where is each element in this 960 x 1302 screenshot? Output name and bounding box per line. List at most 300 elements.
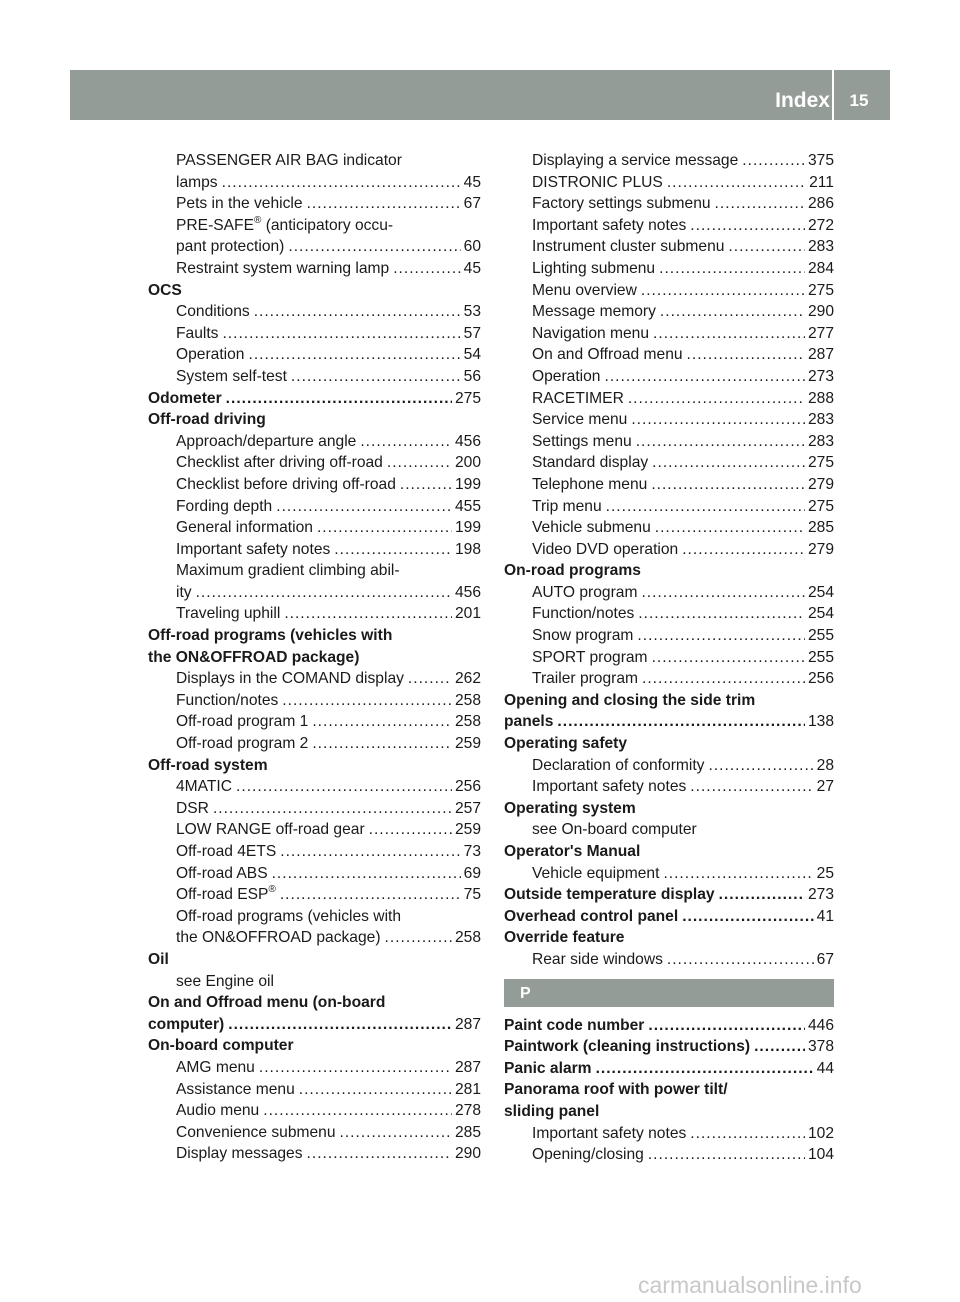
entry-text: Important safety notes	[176, 540, 331, 558]
dot-leader	[636, 431, 805, 453]
index-subentry	[148, 172, 481, 194]
page-reference[interactable]: 273	[807, 886, 834, 904]
page-reference[interactable]: 255	[807, 648, 834, 666]
entry-text: Checklist before driving off-road	[176, 475, 396, 493]
dot-leader	[754, 1036, 805, 1058]
dot-leader	[196, 582, 452, 604]
dot-leader	[369, 819, 452, 841]
dot-leader	[638, 603, 805, 625]
dot-leader	[682, 539, 805, 561]
page-reference[interactable]: 27	[816, 778, 834, 796]
page-reference[interactable]: 378	[807, 1038, 834, 1056]
index-subentry	[504, 193, 834, 215]
page-reference[interactable]: 259	[454, 821, 481, 839]
index-subentry	[148, 1079, 481, 1101]
index-subentry	[504, 863, 834, 885]
page-reference[interactable]: 60	[463, 238, 481, 256]
page-reference[interactable]: 285	[807, 519, 834, 537]
entry-text: see On-board computer	[532, 821, 697, 839]
page-reference[interactable]: 56	[463, 367, 481, 385]
page-reference[interactable]: 272	[807, 216, 834, 234]
page-reference[interactable]: 211	[809, 173, 834, 191]
page-reference[interactable]: 28	[816, 756, 834, 774]
index-subentry	[148, 906, 481, 928]
dot-leader	[682, 906, 813, 928]
entry-text: Navigation menu	[532, 324, 650, 342]
entry-text: Important safety notes	[532, 1124, 687, 1142]
index-entry	[148, 388, 481, 410]
entry-text: Panorama roof with power tilt/	[504, 1081, 728, 1099]
entry-text: AUTO program	[532, 583, 638, 601]
page-reference[interactable]: 75	[463, 886, 481, 904]
page-reference[interactable]: 69	[463, 864, 481, 882]
index-subentry	[148, 819, 481, 841]
index-subentry	[148, 258, 481, 280]
index-entry	[504, 927, 834, 949]
entry-text: Important safety notes	[532, 216, 687, 234]
dot-leader	[226, 388, 452, 410]
page-reference[interactable]: 283	[807, 432, 834, 450]
page-reference[interactable]: 456	[454, 583, 481, 601]
page-reference[interactable]: 54	[463, 346, 481, 364]
entry-text: Operation	[532, 367, 601, 385]
index-subentry	[148, 517, 481, 539]
dot-leader	[340, 1122, 452, 1144]
dot-leader	[719, 884, 805, 906]
dot-leader	[280, 841, 460, 863]
index-entry	[504, 798, 834, 820]
dot-leader	[312, 733, 452, 755]
dot-leader	[228, 1014, 452, 1036]
dot-leader	[259, 1057, 452, 1079]
page-reference[interactable]: 25	[816, 864, 834, 882]
index-subentry	[148, 496, 481, 518]
index-subentry	[504, 409, 834, 431]
index-subentry	[504, 582, 834, 604]
dot-leader	[222, 323, 460, 345]
dot-leader	[652, 647, 805, 669]
page-reference[interactable]: 262	[454, 670, 481, 688]
dot-leader	[606, 496, 805, 518]
page-reference[interactable]: 199	[454, 475, 481, 493]
page-reference[interactable]: 199	[454, 519, 481, 537]
section-title: Index	[775, 89, 830, 112]
index-subentry	[504, 388, 834, 410]
page-reference[interactable]: 275	[807, 454, 834, 472]
entry-text: DISTRONIC PLUS	[532, 173, 663, 191]
entry-text: Menu overview	[532, 281, 637, 299]
entry-text: Fording depth	[176, 497, 273, 515]
page-reference[interactable]: 287	[807, 346, 834, 364]
page-reference[interactable]: 281	[454, 1080, 481, 1098]
entry-text: Settings menu	[532, 432, 632, 450]
index-subentry	[148, 323, 481, 345]
index-subentry	[148, 474, 481, 496]
index-subentry	[148, 539, 481, 561]
index-entry	[148, 992, 481, 1014]
index-subentry	[148, 301, 481, 323]
entry-text: lamps	[176, 173, 218, 191]
dot-leader	[708, 755, 813, 777]
dot-leader	[317, 517, 452, 539]
dot-leader	[651, 474, 805, 496]
entry-text: Function/notes	[176, 691, 279, 709]
page-reference[interactable]: 138	[807, 713, 834, 731]
entry-text: System self-test	[176, 367, 287, 385]
index-subentry	[148, 711, 481, 733]
page-reference[interactable]: 256	[807, 670, 834, 688]
index-subentry	[504, 301, 834, 323]
dot-leader	[642, 668, 805, 690]
page-reference[interactable]: 258	[454, 713, 481, 731]
index-entry	[504, 1058, 834, 1080]
entry-text: DSR	[176, 799, 209, 817]
index-subentry	[148, 668, 481, 690]
entry-text: the ON&OFFROAD package)	[176, 929, 381, 947]
page-reference[interactable]: 455	[454, 497, 481, 515]
entry-text: Off-road driving	[148, 411, 266, 429]
entry-text: Off-road 4ETS	[176, 843, 277, 860]
page-reference[interactable]: 258	[454, 929, 481, 947]
index-subentry	[504, 1123, 834, 1145]
entry-text: Instrument cluster submenu	[532, 238, 725, 256]
dot-leader	[282, 690, 452, 712]
entry-text: Conditions	[176, 303, 250, 321]
page-reference[interactable]: 275	[807, 281, 834, 299]
page-reference[interactable]: 283	[807, 411, 834, 429]
index-entry	[148, 1014, 481, 1036]
dot-leader	[604, 366, 804, 388]
index-subentry	[148, 150, 481, 172]
entry-text: sliding panel	[504, 1102, 600, 1120]
index-subentry	[148, 560, 481, 582]
entry-text: Paintwork (cleaning instructions)	[504, 1038, 751, 1056]
entry-text: General information	[176, 519, 313, 537]
entry-text: Off-road system	[148, 756, 268, 774]
page-reference[interactable]: 53	[463, 303, 481, 321]
index-entry	[504, 1015, 834, 1037]
index-subentry	[148, 1100, 481, 1122]
entry-text: Checklist after driving off-road	[176, 454, 383, 472]
index-entry	[504, 1101, 834, 1123]
page-reference[interactable]: 198	[454, 540, 481, 558]
page-reference[interactable]: 73	[463, 843, 481, 860]
index-subentry	[148, 366, 481, 388]
page-reference[interactable]: 277	[807, 324, 834, 342]
dot-leader	[637, 625, 805, 647]
page-reference[interactable]: 290	[807, 303, 834, 321]
dot-leader	[641, 582, 805, 604]
index-subentry	[148, 733, 481, 755]
index-subentry	[504, 150, 834, 172]
entry-text: Traveling uphill	[176, 605, 281, 623]
entry-text: On and Offroad menu	[532, 346, 683, 364]
dot-leader	[360, 431, 452, 453]
entry-text: OCS	[148, 281, 182, 299]
entry-text: Odometer	[148, 389, 222, 407]
entry-text: Service menu	[532, 411, 628, 429]
index-entry	[504, 906, 834, 928]
index-subentry	[148, 1143, 481, 1165]
entry-text: Outside temperature display	[504, 886, 715, 904]
index-subentry	[504, 517, 834, 539]
entry-text: Vehicle equipment	[532, 864, 660, 882]
dot-leader	[334, 539, 452, 561]
index-subentry	[148, 215, 481, 237]
dot-leader	[690, 215, 805, 237]
entry-text: PASSENGER AIR BAG indicator	[176, 152, 402, 169]
page-reference[interactable]: 44	[816, 1059, 834, 1077]
entry-text: Function/notes	[532, 605, 635, 623]
entry-text: Lighting submenu	[532, 259, 656, 277]
index-entry	[148, 625, 481, 647]
index-subentry	[504, 366, 834, 388]
entry-text: Assistance menu	[176, 1080, 295, 1098]
entry-text: On-road programs	[504, 562, 641, 580]
entry-text: ity	[176, 583, 192, 601]
index-subentry	[504, 776, 834, 798]
index-subentry	[504, 344, 834, 366]
page-reference[interactable]: 41	[816, 907, 834, 925]
dot-leader	[408, 668, 452, 690]
index-subentry	[148, 452, 481, 474]
page-reference[interactable]: 275	[454, 389, 481, 407]
entry-text: AMG menu	[176, 1058, 255, 1076]
index-subentry	[504, 236, 834, 258]
registered-mark: ®	[253, 214, 262, 226]
dot-leader	[288, 236, 460, 258]
index-entry	[148, 1035, 481, 1057]
dot-leader	[687, 344, 805, 366]
dot-leader	[222, 172, 461, 194]
page-reference[interactable]: 273	[807, 367, 834, 385]
index-subentry	[148, 431, 481, 453]
entry-text: Restraint system warning lamp	[176, 259, 390, 277]
page-reference[interactable]: 45	[463, 259, 481, 277]
index-entry	[148, 755, 481, 777]
dot-leader	[690, 1123, 805, 1145]
page-reference[interactable]: 279	[807, 540, 834, 558]
index-subentry	[148, 582, 481, 604]
entry-text: On and Offroad menu (on-board	[148, 994, 386, 1012]
dot-leader	[648, 1015, 805, 1037]
index-entry	[504, 733, 834, 755]
entry-text: 4MATIC	[176, 778, 233, 796]
entry-text: Off-road ABS	[176, 864, 268, 882]
dot-leader	[280, 884, 461, 906]
watermark: carmanualsonline.info	[638, 1272, 862, 1298]
page-reference[interactable]: 287	[454, 1058, 481, 1076]
index-entry	[504, 1079, 834, 1101]
page-reference[interactable]: 104	[807, 1146, 834, 1164]
dot-leader	[715, 193, 805, 215]
page-reference[interactable]: 283	[807, 238, 834, 256]
dot-leader	[648, 1144, 805, 1166]
index-entry	[148, 409, 481, 431]
dot-leader	[307, 1143, 452, 1165]
page-reference[interactable]: 446	[807, 1016, 834, 1034]
entry-text: Message memory	[532, 303, 656, 321]
dot-leader	[660, 301, 805, 323]
entry-text: Overhead control panel	[504, 907, 679, 925]
dot-leader	[291, 366, 461, 388]
page-reference[interactable]: 259	[454, 735, 481, 753]
index-subentry	[504, 258, 834, 280]
entry-text: Trip menu	[532, 497, 602, 515]
entry-text: SPORT program	[532, 648, 648, 666]
index-column-right	[504, 150, 834, 1166]
dot-leader	[653, 323, 805, 345]
entry-text: Declaration of conformity	[532, 756, 705, 774]
index-column-left	[148, 150, 481, 1165]
entry-text: Operation	[176, 346, 245, 364]
entry-text: Video DVD operation	[532, 540, 679, 558]
page-reference[interactable]: 67	[816, 950, 834, 968]
dot-leader	[263, 1100, 452, 1122]
page-reference[interactable]: 278	[454, 1102, 481, 1120]
page-reference[interactable]: 200	[454, 454, 481, 472]
dot-leader	[655, 517, 805, 539]
index-subentry	[148, 841, 481, 863]
header-divider	[832, 70, 834, 120]
index-subentry	[148, 971, 481, 993]
index-entry	[504, 1036, 834, 1058]
index-subentry	[504, 625, 834, 647]
page-reference[interactable]: 258	[454, 691, 481, 709]
entry-text: Faults	[176, 324, 219, 342]
entry-text: Operating safety	[504, 735, 628, 753]
entry-text: Telephone menu	[532, 475, 648, 493]
entry-text: Approach/departure angle	[176, 432, 357, 450]
dot-leader	[385, 927, 452, 949]
index-subentry	[504, 647, 834, 669]
dot-leader	[596, 1058, 814, 1080]
index-subentry	[504, 949, 834, 971]
index-letter-header: P	[504, 979, 834, 1007]
entry-text: Off-road programs (vehicles with	[148, 627, 393, 645]
index-subentry	[504, 215, 834, 237]
entry-text: Opening/closing	[532, 1146, 644, 1164]
index-subentry	[504, 755, 834, 777]
index-subentry	[148, 927, 481, 949]
entry-text: Displaying a service message	[532, 152, 739, 169]
entry-text: Paint code number	[504, 1016, 645, 1034]
entry-text: the ON&OFFROAD package)	[148, 648, 360, 666]
entry-text: Override feature	[504, 929, 625, 947]
page-reference[interactable]: 284	[807, 259, 834, 277]
index-subentry	[504, 280, 834, 302]
entry-text: RACETIMER	[532, 389, 624, 407]
entry-text: Display messages	[176, 1145, 303, 1163]
index-subentry	[504, 539, 834, 561]
entry-text: Vehicle submenu	[532, 519, 651, 537]
page-reference[interactable]: 255	[807, 627, 834, 645]
page-reference[interactable]: 287	[454, 1015, 481, 1033]
entry-text: Operator's Manual	[504, 843, 641, 860]
index-subentry	[148, 193, 481, 215]
dot-leader	[690, 776, 813, 798]
page-reference[interactable]: 288	[807, 389, 834, 407]
page-reference[interactable]: 256	[454, 778, 481, 796]
entry-text: Off-road program 2	[176, 735, 309, 753]
dot-leader	[254, 301, 461, 323]
index-subentry	[148, 690, 481, 712]
entry-text: Maximum gradient climbing abil-	[176, 562, 400, 580]
entry-text: Panic alarm	[504, 1059, 592, 1077]
index-subentry	[148, 798, 481, 820]
dot-leader	[667, 949, 814, 971]
entry-text: pant protection)	[176, 238, 285, 256]
index-subentry	[504, 172, 834, 194]
index-entry	[148, 949, 481, 971]
page-reference[interactable]: 286	[807, 195, 834, 213]
entry-text: Rear side windows	[532, 950, 663, 968]
entry-text: Trailer program	[532, 670, 639, 688]
entry-text: Displays in the COMAND display	[176, 670, 404, 688]
index-subentry	[504, 668, 834, 690]
dot-leader	[659, 258, 805, 280]
page-reference[interactable]: 201	[454, 605, 481, 623]
page-reference[interactable]: 254	[807, 605, 834, 623]
index-entry	[148, 280, 481, 302]
page-reference[interactable]: 279	[807, 475, 834, 493]
index-entry	[148, 647, 481, 669]
entry-text: Oil	[148, 950, 169, 968]
index-subentry	[504, 496, 834, 518]
dot-leader	[299, 1079, 452, 1101]
dot-leader	[393, 258, 460, 280]
page-reference[interactable]: 57	[463, 324, 481, 342]
entry-text: Off-road ESP®	[176, 884, 276, 904]
dot-leader	[557, 711, 805, 733]
page-reference[interactable]: 254	[807, 583, 834, 601]
index-subentry	[504, 452, 834, 474]
registered-mark: ®	[268, 884, 276, 895]
dot-leader	[641, 280, 805, 302]
page-reference[interactable]: 456	[454, 432, 481, 450]
index-subentry	[504, 431, 834, 453]
page-reference[interactable]: 102	[807, 1124, 834, 1142]
entry-text: Off-road program 1	[176, 713, 309, 731]
dot-leader	[631, 409, 805, 431]
entry-text: Opening and closing the side trim	[504, 691, 756, 709]
page-reference[interactable]: 67	[463, 195, 481, 213]
page-reference[interactable]: 275	[807, 497, 834, 515]
index-subentry	[504, 1144, 834, 1166]
index-subentry	[504, 323, 834, 345]
entry-text: Factory settings submenu	[532, 195, 711, 213]
entry-text: Snow program	[532, 627, 634, 645]
page-reference[interactable]: 285	[454, 1123, 481, 1141]
page-reference[interactable]: 375	[807, 152, 834, 169]
dot-leader	[213, 798, 452, 820]
index-subentry	[148, 863, 481, 885]
dot-leader	[276, 496, 452, 518]
dot-leader	[248, 344, 460, 366]
index-subentry	[148, 344, 481, 366]
page-reference[interactable]: 45	[463, 173, 481, 191]
index-entry	[504, 690, 834, 712]
entry-text: On-board computer	[148, 1037, 294, 1055]
dot-leader	[312, 711, 452, 733]
index-subentry	[148, 603, 481, 625]
index-entry	[504, 884, 834, 906]
index-subentry	[504, 819, 834, 841]
entry-text: LOW RANGE off-road gear	[176, 821, 365, 839]
page-reference[interactable]: 290	[454, 1145, 481, 1163]
page-reference[interactable]: 257	[454, 799, 481, 817]
dot-leader	[307, 193, 461, 215]
